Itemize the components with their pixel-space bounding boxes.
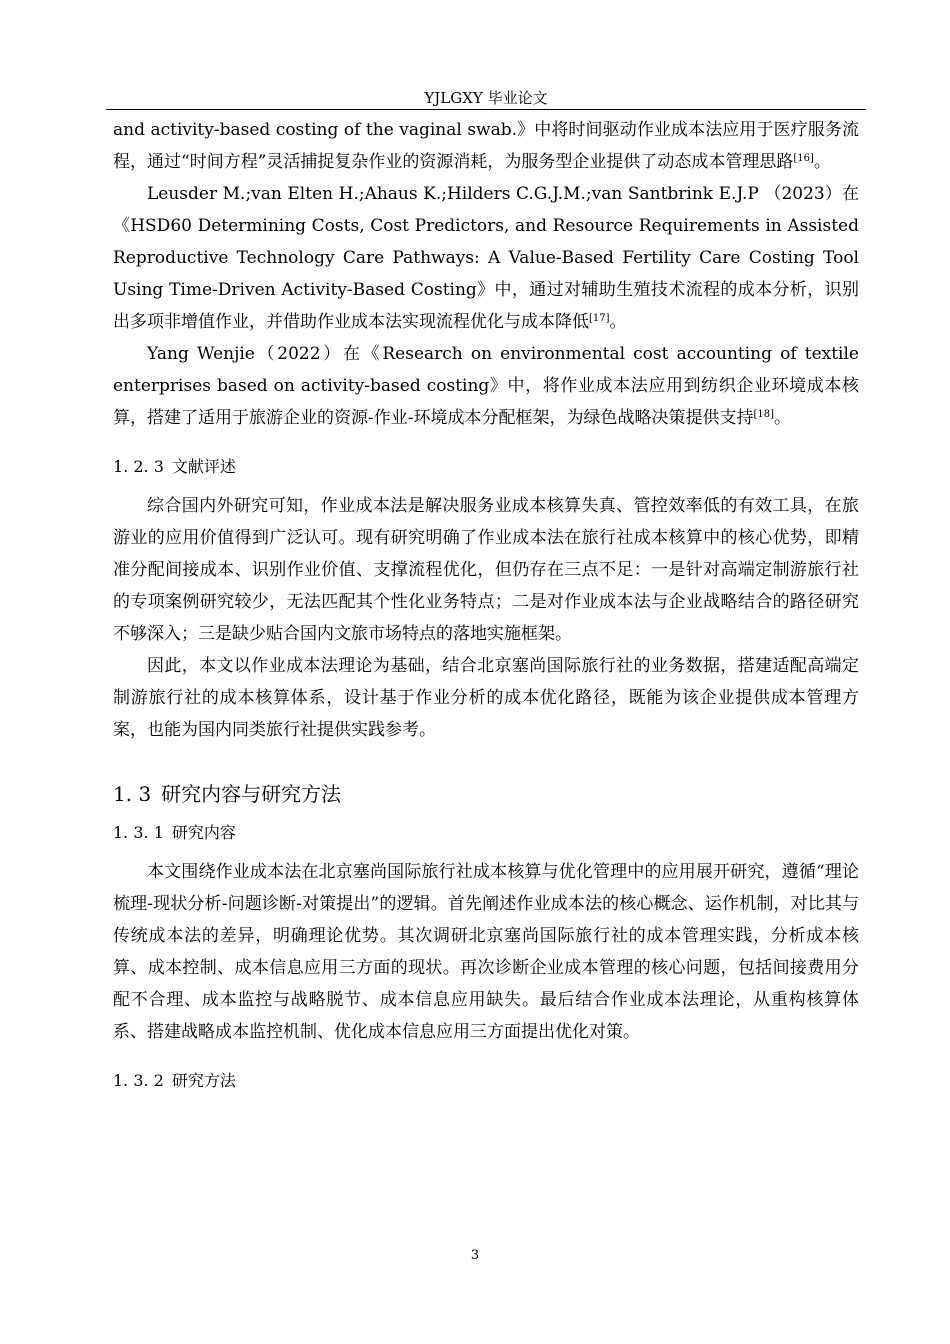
paragraph-3-end: 。 bbox=[774, 408, 792, 428]
paragraph-4 bbox=[113, 490, 859, 650]
paragraph-3 bbox=[113, 338, 859, 434]
header-divider bbox=[106, 109, 866, 110]
paragraph-2 bbox=[113, 178, 859, 338]
section-heading-1-3-1 bbox=[113, 822, 859, 844]
section-title: 研究内容与研究方法 bbox=[161, 782, 342, 806]
paragraph-1 bbox=[113, 114, 859, 178]
section-number: 1. 2. 3 bbox=[113, 457, 164, 476]
citation-16: [16] bbox=[793, 153, 814, 164]
paragraph-6-text: 本文围绕作业成本法在北京塞尚国际旅行社成本核算与优化管理中的应用展开研究，遵循“理论梳理-现状分析-问题诊断-对策提出”的逻辑。首先阐述作业成本法的核心概念、运作机制，对比其与传统成本法的差异，明确理论优势。其次调研北京塞尚国际旅行社的成本管理实践，分析成本核算、成本控制、成本信息应用三方面的现状。再次诊断企业成本管理的核心问题，包括间接费用分配不合理、成本监控与战略脱节、成本信息应用缺失。最后结合作业成本法理论，从重构核算体系、搭建战略成本监控机制、优化成本信息应用三方面提出优化对策。 bbox=[113, 862, 859, 1042]
document-body bbox=[113, 114, 859, 1092]
paragraph-5-text: 因此，本文以作业成本法理论为基础，结合北京塞尚国际旅行社的业务数据，搭建适配高端定制游旅行社的成本核算体系，设计基于作业分析的成本优化路径，既能为该企业提供成本管理方案，也能为国内同类旅行社提供实践参考。 bbox=[113, 656, 859, 740]
paragraph-3-text: Yang Wenjie（2022）在《Research on environmental cost accounting of textile enterprises based on activity-based costing》中，将作业成本法应用到纺织企业环境成本核算，搭建了适用于旅游企业的资源-作业-环境成本分配框架，为绿色战略决策提供支持 bbox=[113, 344, 859, 428]
section-title: 文献评述 bbox=[171, 457, 236, 476]
paragraph-1-text: and activity-based costing of the vaginal swab.》中将时间驱动作业成本法应用于医疗服务流程，通过“时间方程”灵活捕捉复杂作业的资源消耗，为服务型企业提供了动态成本管理思路 bbox=[113, 120, 859, 172]
paragraph-5 bbox=[113, 650, 859, 746]
section-title: 研究内容 bbox=[171, 823, 236, 842]
section-heading-1-2-3 bbox=[113, 456, 859, 478]
section-heading-1-3-2 bbox=[113, 1070, 859, 1092]
section-number: 1. 3 bbox=[113, 782, 152, 806]
paragraph-2-text: Leusder M.;van Elten H.;Ahaus K.;Hilders C.G.J.M.;van Santbrink E.J.P （2023）在《HSD60 Determining Costs, Cost Predictors, and Resource Requirements in Assisted Reproductive Technology Care Pathways: A Value-Based Fertility Care Costing Tool Using Time-Driven Activity-Based Costing》中，通过对辅助生殖技术流程的成本分析，识别出多项非增值作业，并借助作业成本法实现流程优化与成本降低 bbox=[113, 184, 859, 332]
paragraph-1-end: 。 bbox=[813, 152, 831, 172]
paragraph-4-text: 综合国内外研究可知，作业成本法是解决服务业成本核算失真、管控效率低的有效工具，在旅游业的应用价值得到广泛认可。现有研究明确了作业成本法在旅行社成本核算中的核心优势，即精准分配间接成本、识别作业价值、支撑流程优化，但仍存在三点不足：一是针对高端定制游旅行社的专项案例研究较少，无法匹配其个性化业务特点；二是对作业成本法与企业战略结合的路径研究不够深入；三是缺少贴合国内文旅市场特点的落地实施框架。 bbox=[113, 496, 859, 644]
section-number: 1. 3. 2 bbox=[113, 1071, 164, 1090]
section-number: 1. 3. 1 bbox=[113, 823, 164, 842]
section-heading-1-3 bbox=[113, 780, 859, 808]
section-title: 研究方法 bbox=[171, 1071, 236, 1090]
header-title: YJLGXY 毕业论文 bbox=[424, 89, 548, 107]
paragraph-2-end: 。 bbox=[609, 312, 627, 332]
paragraph-6 bbox=[113, 856, 859, 1048]
citation-17: [17] bbox=[589, 313, 610, 324]
citation-18: [18] bbox=[753, 409, 775, 420]
page-number: 3 bbox=[470, 1248, 480, 1263]
page-header bbox=[106, 88, 866, 108]
